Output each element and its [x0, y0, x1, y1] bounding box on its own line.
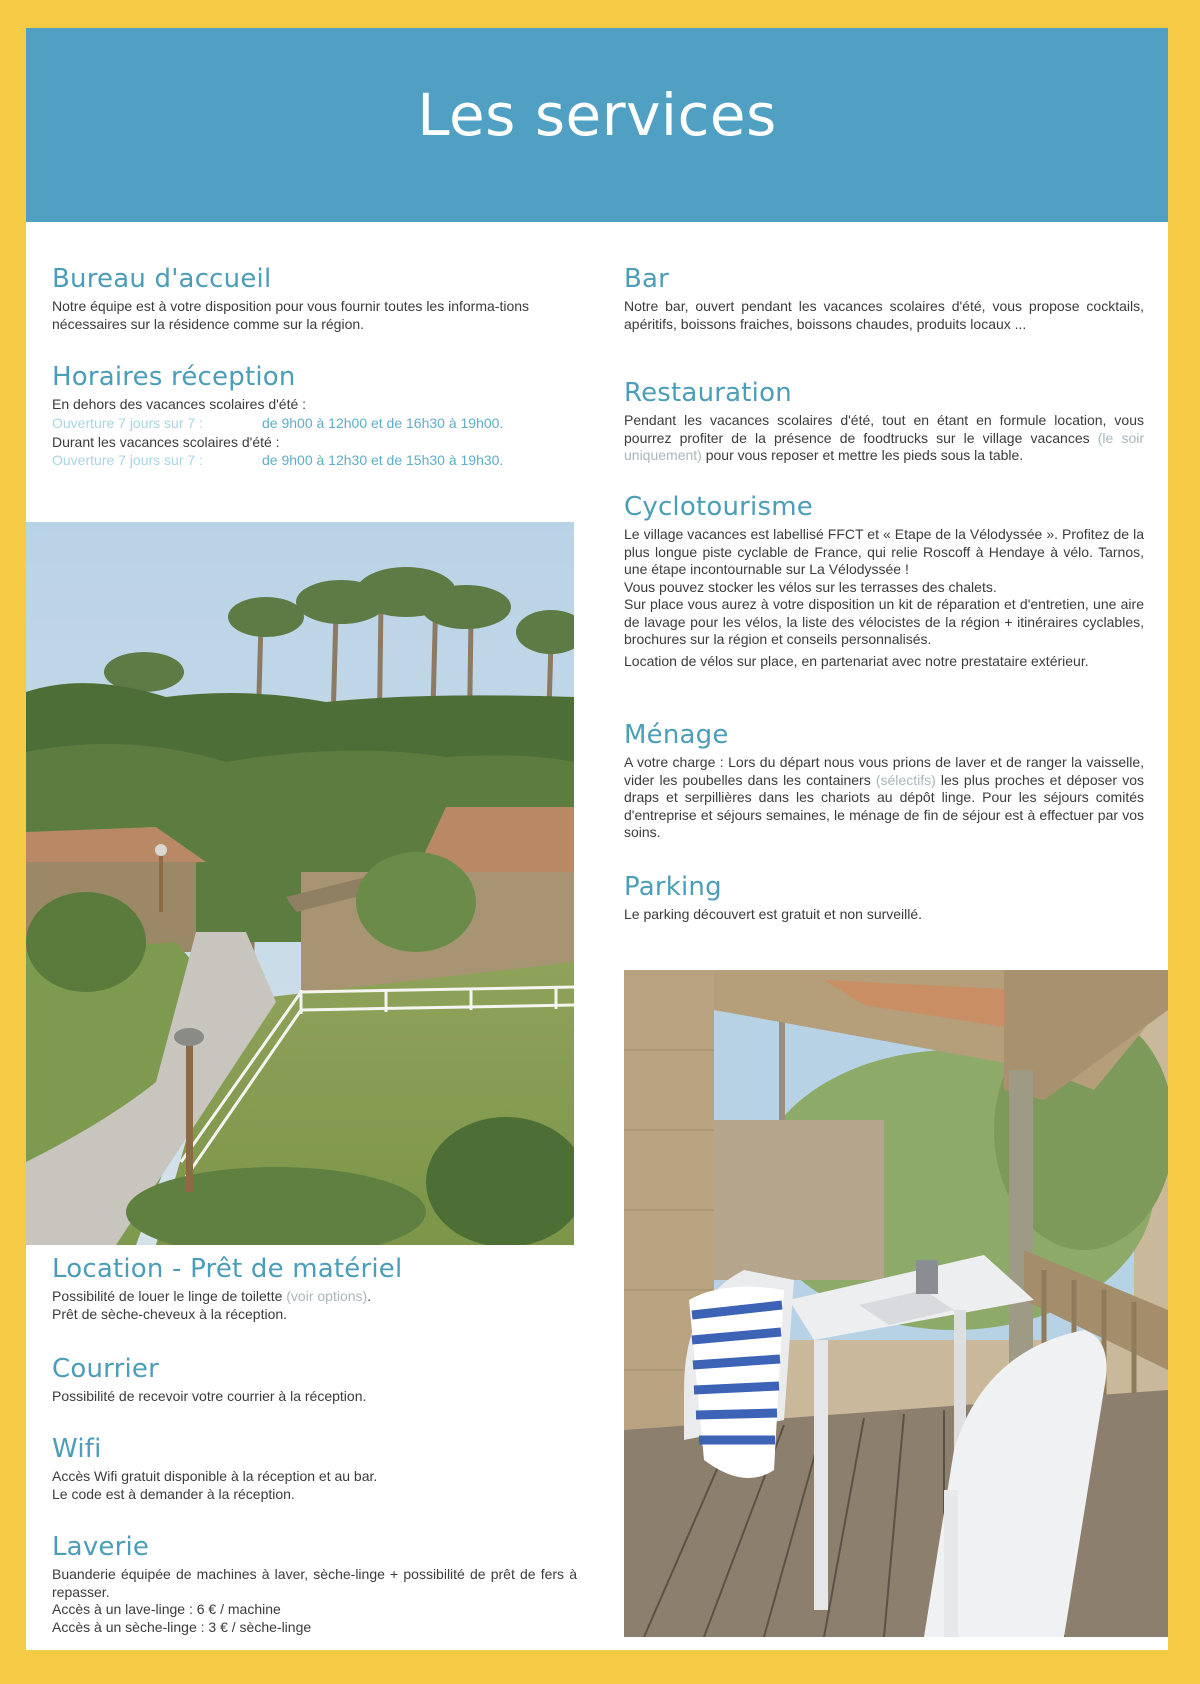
section-text: Le code est à demander à la réception.	[52, 1485, 295, 1502]
opening-label: Ouverture 7 jours sur 7 :	[52, 452, 203, 468]
section-text: Buanderie équipée de machines à laver, sèche-linge + possibilité de prêt de fers à repasser.	[52, 1566, 577, 1600]
velodyssee-text: Le village vacances est labellisé FFCT et « Etape de la Vélodyssée ». Profitez de la plus longue piste cyclable de France, qui relie Roscoff à Hendaye à vélo. Tarnos, une étape incontournable sur La Vélodyssée !	[624, 526, 1144, 577]
section-title: Bureau d'accueil	[52, 264, 272, 294]
period-label: Durant les vacances scolaires d'été :	[52, 433, 280, 450]
section-menage	[624, 720, 1144, 842]
opening-hours: de 9h00 à 12h00 et de 16h30 à 19h00.	[262, 414, 504, 431]
section-text: Accès Wifi gratuit disponible à la réception et au bar.	[52, 1468, 378, 1484]
section-text: Possibilité de recevoir votre courrier à la réception.	[52, 1388, 367, 1404]
section-text	[52, 1288, 577, 1306]
photo-terrace	[624, 970, 1168, 1637]
section-title: Restauration	[624, 378, 792, 408]
text-line: A votre charge : Lors du départ nous vous prions de laver et de ranger la vaisselle, vider les poubelles dans les containers	[624, 754, 1144, 788]
section-title: Bar	[624, 264, 670, 294]
price-line: Accès à un sèche-linge : 3 € / sèche-linge	[52, 1618, 312, 1635]
price-line: Accès à un lave-linge : 6 € / machine	[52, 1601, 281, 1617]
options-note: (voir options)	[286, 1288, 368, 1304]
section-restauration	[624, 378, 1144, 465]
section-bar	[624, 264, 1144, 333]
text-line: pour vous reposer et mettre les pieds sous la table.	[705, 447, 1024, 463]
text-line: les plus proches et déposer vos draps et serpillières dans les chariots au dépôt linge. Pour les séjours comités d'entreprise et séjours semaines, le ménage de fin de séjour est à effectuer par vos soins.	[624, 771, 1145, 840]
opening-hours: de 9h00 à 12h30 et de 15h30 à 19h30.	[262, 452, 504, 468]
page-title: Les services	[417, 81, 777, 149]
section-text: Sur place vous aurez à votre disposition un kit de réparation et d'entretien, une aire de lavage pour les vélos, la liste des vélocistes de la région + itinéraires cyclables, brochures sur la région et conseils personnalisés.	[624, 596, 1144, 647]
section-text: Le parking découvert est gratuit et non surveillé.	[624, 906, 923, 922]
hours-row	[52, 414, 577, 432]
text-punct: .	[367, 1288, 372, 1304]
section-parking	[624, 872, 1144, 924]
text-line: Pendant les vacances scolaires d'été, tout en étant en formule location, vous pourrez profiter de la présence de foodtrucks sur le village vacances	[624, 412, 1144, 446]
section-courrier	[52, 1354, 577, 1406]
section-title: Parking	[624, 872, 722, 902]
photo-village	[26, 522, 574, 1245]
text-line: Possibilité de louer le linge de toilette	[52, 1288, 283, 1304]
section-bureau-accueil	[52, 264, 577, 333]
section-title: Laverie	[52, 1532, 150, 1562]
opening-label: Ouverture 7 jours sur 7 :	[52, 414, 203, 431]
section-wifi	[52, 1434, 577, 1503]
hours-row	[52, 451, 577, 469]
section-text	[624, 754, 1144, 842]
section-text: Notre équipe est à votre disposition pour vous fournir toutes les informa-tions nécessaires sur la résidence comme sur la région.	[52, 298, 530, 332]
section-laverie	[52, 1532, 577, 1636]
page	[26, 28, 1168, 1650]
section-text: Vous pouvez stocker les vélos sur les terrasses des chalets.	[624, 578, 997, 595]
section-text	[624, 412, 1144, 465]
section-text: Prêt de sèche-cheveux à la réception.	[52, 1305, 288, 1322]
selective-note: (sélectifs)	[875, 771, 936, 788]
section-title: Wifi	[52, 1434, 102, 1464]
section-title: Cyclotourisme	[624, 492, 813, 522]
evening-note: (le soir uniquement)	[624, 429, 1145, 463]
section-horaires-reception	[52, 362, 577, 469]
section-text: Notre bar, ouvert pendant les vacances scolaires d'été, vous propose cocktails, apéritifs, boissons fraiches, boissons chaudes, produits locaux ...	[624, 298, 1144, 332]
section-title: Ménage	[624, 720, 729, 750]
header-band	[26, 28, 1168, 222]
section-title: Horaires réception	[52, 362, 296, 392]
section-title: Location - Prêt de matériel	[52, 1254, 403, 1284]
section-cyclotourisme	[624, 492, 1144, 670]
village-image	[26, 522, 574, 1245]
period-label: En dehors des vacances scolaires d'été :	[52, 396, 307, 412]
bike-rental-text: Location de vélos sur place, en partenariat avec notre prestataire extérieur.	[624, 652, 1089, 669]
terrace-image	[624, 970, 1168, 1637]
section-location-materiel	[52, 1254, 577, 1323]
section-title: Courrier	[52, 1354, 159, 1384]
